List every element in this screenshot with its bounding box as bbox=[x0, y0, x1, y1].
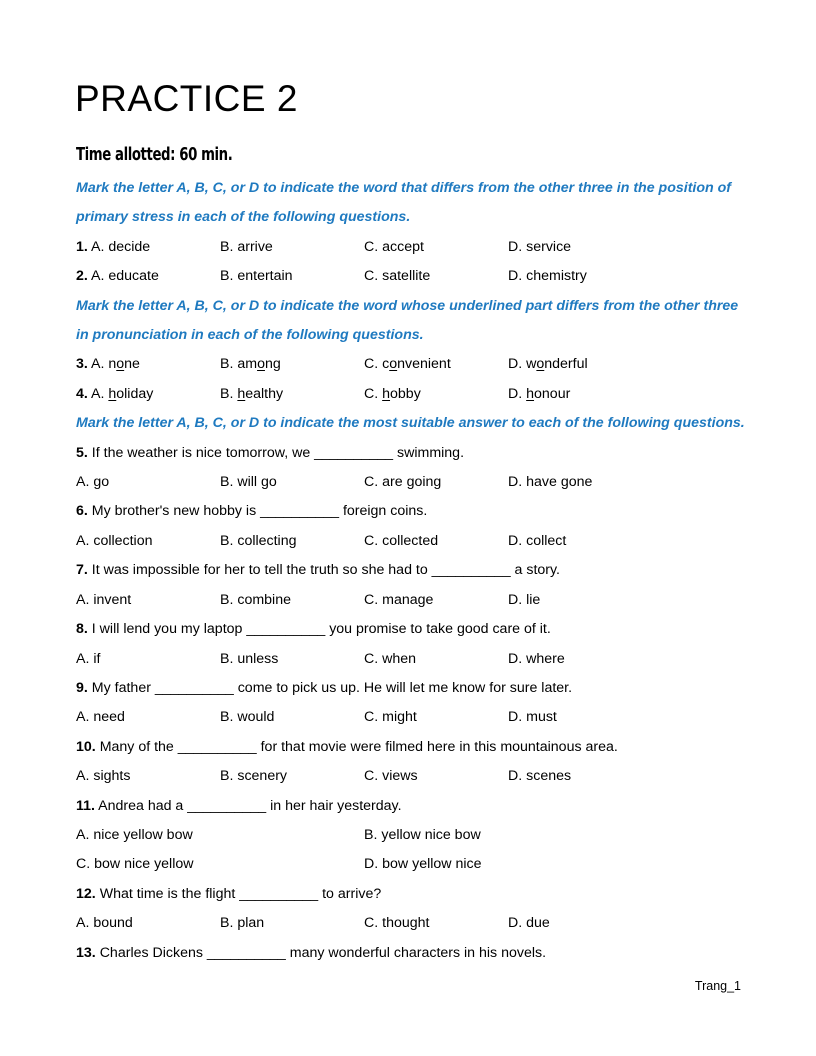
q8-option-c: C. when bbox=[364, 650, 417, 667]
q12-option-d: D. due bbox=[508, 915, 550, 932]
q4-b-pre: B. bbox=[220, 385, 238, 402]
question-5-options bbox=[76, 468, 746, 497]
q5-option-b: B. will go bbox=[220, 474, 277, 491]
q8-number: 8. bbox=[76, 621, 88, 638]
q3-option-a bbox=[76, 350, 220, 379]
q7-text: It was impossible for her to tell the truth so she had to __________ a story. bbox=[91, 562, 560, 579]
q3-number: 3. bbox=[76, 356, 88, 373]
question-5-stem bbox=[76, 439, 746, 468]
q2-option-c: C. satellite bbox=[364, 268, 431, 285]
question-12-options bbox=[76, 909, 746, 938]
q12-option-c: C. thought bbox=[364, 915, 430, 932]
question-6-options bbox=[76, 527, 746, 556]
q12-number: 12. bbox=[76, 885, 96, 902]
q3-a-post: ne bbox=[124, 356, 140, 373]
q9-option-d: D. must bbox=[508, 709, 557, 726]
q3-option-b bbox=[220, 350, 364, 379]
instruction-stress: Mark the letter A, B, C, or D to indicate the word that differs from the other three in the position of primary stress in each of the following questions. bbox=[76, 180, 732, 226]
question-10-options bbox=[76, 762, 746, 791]
q11-option-a: A. nice yellow bow bbox=[76, 826, 193, 843]
q6-text: My brother's new hobby is __________ foreign coins. bbox=[91, 503, 428, 520]
q8-option-d: D. where bbox=[508, 650, 565, 667]
q2-option-d: D. chemistry bbox=[508, 268, 587, 285]
q5-option-a: A. go bbox=[76, 474, 110, 491]
q6-option-d: D. collect bbox=[508, 532, 567, 549]
q10-option-b: B. scenery bbox=[220, 768, 288, 785]
q3-d-underlined: o bbox=[536, 356, 545, 373]
q4-option-a bbox=[76, 380, 220, 409]
q13-number: 13. bbox=[76, 944, 96, 961]
worksheet-content bbox=[76, 174, 746, 968]
question-7-stem bbox=[76, 556, 746, 585]
q9-number: 9. bbox=[76, 679, 88, 696]
question-13-stem bbox=[76, 939, 746, 968]
question-1 bbox=[76, 233, 746, 262]
question-2 bbox=[76, 262, 746, 291]
q5-option-d: D. have gone bbox=[508, 474, 593, 491]
question-11-options-row2 bbox=[76, 850, 746, 879]
q3-a-underlined: o bbox=[116, 356, 125, 373]
question-9-options bbox=[76, 703, 746, 732]
question-9-stem bbox=[76, 674, 746, 703]
q12-option-a: A. bound bbox=[76, 915, 133, 932]
q10-option-a: A. sights bbox=[76, 768, 131, 785]
q2-option-a bbox=[76, 262, 220, 291]
q10-option-c: C. views bbox=[364, 768, 418, 785]
q7-option-c: C. manage bbox=[364, 591, 434, 608]
page-number: Trang_1 bbox=[694, 979, 741, 993]
q1-a-text: A. decide bbox=[91, 238, 151, 255]
q4-option-c bbox=[364, 380, 508, 409]
question-11-options-row1 bbox=[76, 821, 746, 850]
q3-b-pre: B. am bbox=[220, 356, 258, 373]
q6-option-b: B. collecting bbox=[220, 532, 297, 549]
q5-text: If the weather is nice tomorrow, we __________ swimming. bbox=[91, 444, 465, 461]
q7-option-d: D. lie bbox=[508, 591, 541, 608]
question-7-options bbox=[76, 586, 746, 615]
q10-number: 10. bbox=[76, 738, 96, 755]
question-3 bbox=[76, 350, 746, 379]
q3-b-post: ng bbox=[264, 356, 281, 373]
instruction-pronunciation: Mark the letter A, B, C, or D to indicate the word whose underlined part differs from the other three in pronunciation in each of the following questions. bbox=[76, 297, 739, 344]
question-8-options bbox=[76, 645, 746, 674]
q3-option-c bbox=[364, 350, 508, 379]
q11-option-b: B. yellow nice bow bbox=[364, 826, 481, 843]
q9-option-c: C. might bbox=[364, 709, 417, 726]
q9-text: My father __________ come to pick us up. He will let me know for sure later. bbox=[91, 679, 573, 696]
question-12-stem bbox=[76, 880, 746, 909]
question-6-stem bbox=[76, 497, 746, 526]
q11-option-c: C. bow nice yellow bbox=[76, 856, 194, 873]
instruction-suitable: Mark the letter A, B, C, or D to indicate the most suitable answer to each of the following questions. bbox=[76, 415, 745, 432]
question-10-stem bbox=[76, 733, 746, 762]
q10-text: Many of the __________ for that movie were filmed here in this mountainous area. bbox=[99, 738, 618, 755]
q1-number: 1. bbox=[76, 238, 88, 255]
q7-number: 7. bbox=[76, 562, 88, 579]
q5-option-c: C. are going bbox=[364, 474, 442, 491]
q8-option-a: A. if bbox=[76, 650, 101, 667]
q4-b-underlined: h bbox=[237, 385, 246, 402]
q6-number: 6. bbox=[76, 503, 88, 520]
q4-option-d bbox=[508, 380, 652, 409]
q3-d-post: nderful bbox=[544, 356, 588, 373]
q3-a-pre: A. n bbox=[91, 356, 117, 373]
q4-c-post: obby bbox=[390, 385, 421, 402]
q11-number: 11. bbox=[76, 797, 95, 814]
q3-option-d bbox=[508, 350, 652, 379]
q4-number: 4. bbox=[76, 385, 88, 402]
question-11-stem bbox=[76, 792, 746, 821]
q4-d-pre: D. bbox=[508, 385, 527, 402]
q7-option-a: A. invent bbox=[76, 591, 132, 608]
q8-option-b: B. unless bbox=[220, 650, 279, 667]
q2-number: 2. bbox=[76, 268, 88, 285]
q6-option-a: A. collection bbox=[76, 532, 153, 549]
question-8-stem bbox=[76, 615, 746, 644]
q3-c-pre: C. c bbox=[364, 356, 390, 373]
q4-a-pre: A. bbox=[91, 385, 109, 402]
q12-text: What time is the flight __________ to arrive? bbox=[99, 885, 382, 902]
question-4 bbox=[76, 380, 746, 409]
q11-text: Andrea had a __________ in her hair yesterday. bbox=[98, 797, 402, 814]
q12-option-b: B. plan bbox=[220, 915, 265, 932]
q2-a-text: A. educate bbox=[91, 268, 159, 285]
q8-text: I will lend you my laptop __________ you promise to take good care of it. bbox=[91, 621, 551, 638]
q3-c-underlined: o bbox=[389, 356, 398, 373]
q1-option-c: C. accept bbox=[364, 238, 424, 255]
q4-c-underlined: h bbox=[382, 385, 391, 402]
time-allotted: Time allotted: 60 min. bbox=[76, 144, 233, 165]
q4-a-underlined: h bbox=[108, 385, 117, 402]
q13-text: Charles Dickens __________ many wonderful characters in his novels. bbox=[99, 944, 547, 961]
q1-option-b: B. arrive bbox=[220, 238, 273, 255]
q1-option-a bbox=[76, 233, 220, 262]
q9-option-a: A. need bbox=[76, 709, 125, 726]
q6-option-c: C. collected bbox=[364, 532, 439, 549]
q9-option-b: B. would bbox=[220, 709, 275, 726]
q3-c-post: nvenient bbox=[397, 356, 451, 373]
q10-option-d: D. scenes bbox=[508, 768, 572, 785]
q4-b-post: ealthy bbox=[245, 385, 284, 402]
q5-number: 5. bbox=[76, 444, 88, 461]
q4-option-b bbox=[220, 380, 364, 409]
q3-b-underlined: o bbox=[257, 356, 265, 373]
page-title: PRACTICE 2 bbox=[75, 78, 298, 119]
q3-d-pre: D. w bbox=[508, 356, 537, 373]
q4-d-underlined: h bbox=[526, 385, 535, 402]
q4-a-post: oliday bbox=[116, 385, 154, 402]
q4-c-pre: C. bbox=[364, 385, 383, 402]
q2-option-b: B. entertain bbox=[220, 268, 293, 285]
q7-option-b: B. combine bbox=[220, 591, 291, 608]
q11-option-d: D. bow yellow nice bbox=[364, 856, 482, 873]
q1-option-d: D. service bbox=[508, 238, 572, 255]
q4-d-post: onour bbox=[534, 385, 571, 402]
